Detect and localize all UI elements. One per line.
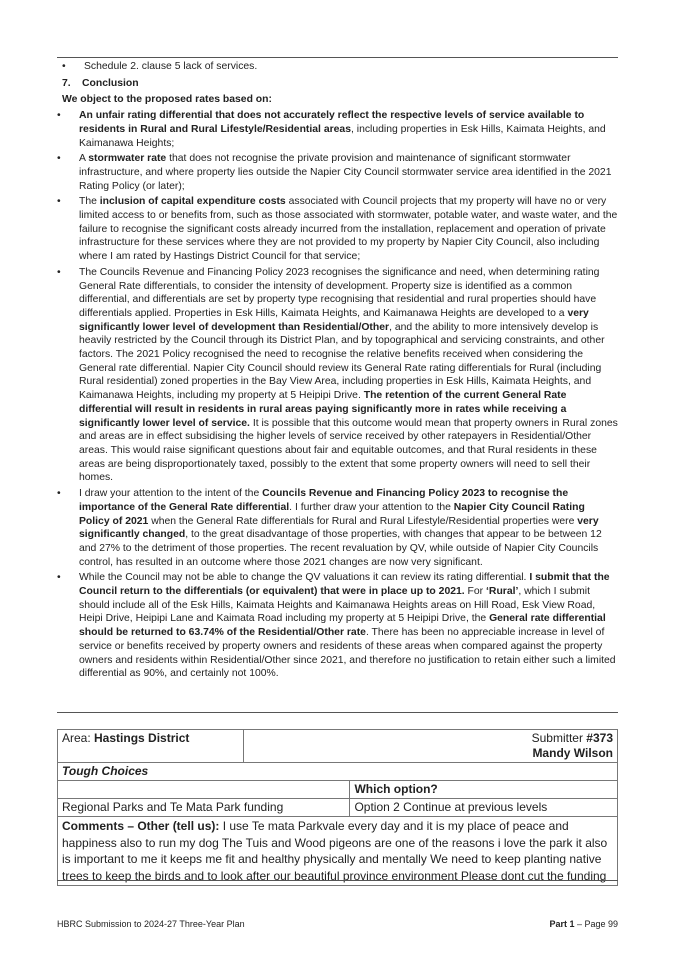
objection-item-4 (62, 266, 618, 485)
objection-text-run: inclusion of capital expenditure costs (99, 196, 286, 208)
objection-text-run: . I further draw your attention to the (289, 501, 454, 513)
submitter-number: #373 (586, 731, 613, 745)
objection-item-6 (62, 571, 618, 681)
section-title-cell: Tough Choices (58, 763, 618, 781)
objection-text-run: , including properties in Esk Hills, Kaimata Heights, and Kaimanawa Heights; (79, 123, 606, 149)
objection-text-run: An unfair rating differential that does not accurately reflect the respective levels of service available to residents in Rural and Rural Lifestyle/Residential areas (79, 110, 585, 135)
topic-cell: Regional Parks and Te Mata Park funding (58, 799, 350, 817)
objection-text-run: The Councils Revenue and Financing Policy 2023 recognises the significance and need, when determining rating General Rate differentials, to consider the intensity of development. Property size is identified as a common differential, and differentials are set by property type recognising that residential and rural properties should have differentials applied. Properties in Esk Hills, Kaimata Heights, and Kaimanawa Heights are developed to a (79, 266, 600, 319)
area-value: Hastings District (94, 731, 190, 745)
schedule-item: • Schedule 2. clause 5 lack of services. (62, 60, 618, 74)
top-divider (57, 57, 618, 58)
objection-text-run: , and the ability to more intensively develop is heavily restricted by the Council through its District Plan, and by topographical and servicing constraints, and other factors. The 2021 Policy recognised the need to recognise the relative benefits received when considering the General rate differential. Napier City Council should review its General Rate rating differentials for Rural (including Rural residential) zoned properties in the Bay View Area, including properties in Esk Hills, Kaimata Heights, and Kaimanawa Heights, including my property at 5 Heipipi Drive. (79, 321, 605, 402)
option-cell: Option 2 Continue at previous levels (350, 799, 618, 817)
objection-intro: We object to the proposed rates based on: (62, 94, 272, 106)
conclusion-heading (62, 77, 618, 91)
objection-text-run: For (464, 586, 487, 598)
objection-text-run: stormwater rate (88, 153, 167, 165)
section-number: 7. (62, 77, 71, 89)
section-title: Conclusion (82, 77, 139, 89)
submitter-label: Submitter (531, 731, 587, 745)
footer-part: Part 1 (549, 919, 575, 929)
topic-header-cell (58, 781, 350, 799)
which-option-header: Which option? (350, 781, 618, 799)
bottom-divider (57, 880, 618, 881)
objection-item-3 (62, 195, 618, 264)
option-row (58, 799, 618, 817)
objection-text-run: The (79, 196, 100, 208)
objection-text-run: It is possible that this outcome would mean that property owners in Rural zones and areas are in effect subsidising the higher levels of service received by other ratepayers in Residential/Other areas. This would raise significant questions about fair and equitable outcomes, and that Rural residents in these areas are being disproportionately taxed, possibly to the extent that some property owners will need to sell their homes. (79, 417, 618, 484)
option-header-row (58, 781, 618, 799)
objection-text-run: I draw your attention to the intent of the (79, 488, 263, 500)
objection-text-run: Councils Revenue and Financing Policy 2023 to recognise the importance of the General Rate differential (79, 488, 569, 513)
submitter-name: Mandy Wilson (532, 746, 613, 760)
area-cell (58, 730, 244, 763)
objection-item-5 (62, 487, 618, 569)
submission-table (57, 729, 618, 886)
comments-text: I use Te mata Parkvale every day and it is my place of peace and happiness also to run my dog The Tuis and Wood pigeons are one of the reasons i love the park it also is important to me it keeps me fit and healthy physically and mentally We need to keep planting native trees to keep the birds and to look after our beautiful province environment Please dont cut the funding (62, 819, 608, 883)
objection-text-run: Napier City Council Rating Policy of 2021 (79, 501, 585, 527)
objection-text-run: that does not recognise the private provision and maintenance of significant stormwater infrastructure, and where property lies outside the Napier City Council stormwater service area identified in the 2021 Rating Policy (or later); (79, 153, 612, 192)
objection-text-run: I submit that the Council return to the differentials (or equivalent) that were in place up to 2021. (79, 572, 610, 598)
section-divider (57, 712, 618, 713)
submitter-cell (243, 730, 617, 763)
comments-row (58, 817, 618, 886)
objection-text-run: . There has been no appreciable increase in level of service or benefits received by property owners and residents of these areas when compared against the property owners and residents within Residential/Other since 2021, and therefore no justification to retain either such a limited differential as 90%, and certainly not 100%. (79, 627, 616, 680)
submission-body (62, 60, 618, 683)
footer-page: – Page 99 (574, 919, 618, 929)
objection-text-run: very significantly changed (79, 515, 599, 541)
objection-text-run: when the General Rate differentials for Rural and Rural Lifestyle/Residential properties were (148, 515, 578, 527)
objection-text-run: A (79, 153, 89, 165)
objection-list (62, 109, 618, 681)
comments-label: Comments – Other (tell us): (62, 819, 220, 833)
objection-text-run: associated with Council projects that my property will have no or very limited access to or benefits from, such as those associated with stormwater, potable water, and waste water, and the failure to recognise the significant costs already incurred from the installation, replacement and operation of private infrastructure for these services where they are not provided to my property by Napier City Council, also including where I am rated by Hastings District Council for that service; (79, 196, 618, 263)
objection-item-2 (62, 152, 618, 193)
objection-text-run: General rate differential should be returned to 63.74% of the Residential/Other rate (79, 613, 606, 639)
area-row (58, 730, 618, 763)
objection-text-run: ‘Rural’ (486, 586, 519, 598)
comments-cell (58, 817, 618, 886)
objection-text-run: very significantly lower level of development than Residential/Other (79, 307, 589, 333)
objection-item-1 (62, 109, 618, 150)
objection-text-run: , to the great disadvantage of those properties, with changes that appear to be between 12 and 27% to the detriment of those properties. The recent revaluation by QV, while outside of Napier City Councils control, has resulted in an outcome where those 2021 changes are now very significant. (79, 529, 602, 568)
footer-title: HBRC Submission to 2024-27 Three-Year Plan (57, 919, 245, 929)
objection-text-run: , which I submit should include all of the Esk Hills, Kaimata Heights and Kaimanawa Heights areas on Hill Road, Esk View Road, Heipi Drive, Heipipi Lane and Kaimata Road including my property at 5 Heipipi Drive, the (79, 586, 596, 625)
section-row (58, 763, 618, 781)
footer-page-number (549, 919, 618, 929)
objection-text-run: While the Council may not be able to change the QV valuations it can review its rating differential. (79, 572, 530, 584)
area-label: Area: (62, 731, 95, 745)
objection-text-run: The retention of the current General Rate differential will result in residents in rural areas paying significantly more in rates while receiving a significantly lower level of service. (79, 390, 567, 429)
